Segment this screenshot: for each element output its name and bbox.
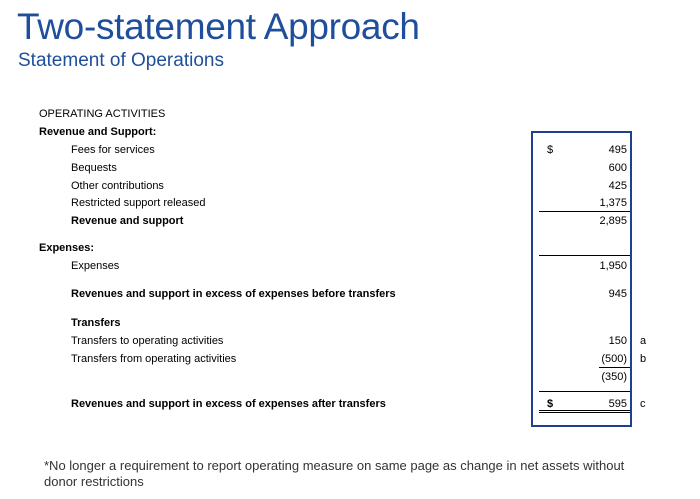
row-amount: (350) <box>601 371 627 383</box>
footnote: *No longer a requirement to report operating measure on same page as change in net assets without donor restrictions <box>44 458 625 489</box>
row-amount: 425 <box>608 180 627 192</box>
page-subtitle: Statement of Operations <box>18 50 224 71</box>
highlight-box <box>531 131 632 427</box>
row-label: Revenue and support <box>71 215 184 227</box>
row-amount: (500) <box>601 353 627 365</box>
row-label: Revenues and support in excess of expenses before transfers <box>71 288 396 300</box>
note-marker: b <box>640 353 647 365</box>
row-amount: 945 <box>608 288 627 300</box>
row-label: Bequests <box>71 162 117 174</box>
row-amount: 1,375 <box>599 197 627 209</box>
row-label: Restricted support released <box>71 197 206 209</box>
currency-symbol: $ <box>547 398 554 410</box>
row-amount: 1,950 <box>599 260 627 272</box>
note-marker: c <box>640 398 646 410</box>
row-label: Transfers from operating activities <box>71 353 237 365</box>
row-amount: 2,895 <box>599 215 627 227</box>
row-amount: 595 <box>608 398 627 410</box>
row-label: Revenues and support in excess of expenses after transfers <box>71 398 386 410</box>
section-heading: OPERATING ACTIVITIES <box>39 108 166 120</box>
expenses-heading: Expenses: <box>39 242 95 254</box>
page-title: Two-statement Approach <box>17 6 420 47</box>
revenue-heading: Revenue and Support: <box>39 126 157 138</box>
row-amount: 495 <box>608 144 627 156</box>
row-label: Fees for services <box>71 144 155 156</box>
transfers-heading: Transfers <box>71 317 121 329</box>
currency-symbol: $ <box>547 144 554 156</box>
row-label: Transfers to operating activities <box>71 335 224 347</box>
row-label: Other contributions <box>71 180 164 192</box>
note-marker: a <box>640 335 647 347</box>
row-amount: 600 <box>608 162 627 174</box>
row-label: Expenses <box>71 260 120 272</box>
row-amount: 150 <box>608 335 627 347</box>
